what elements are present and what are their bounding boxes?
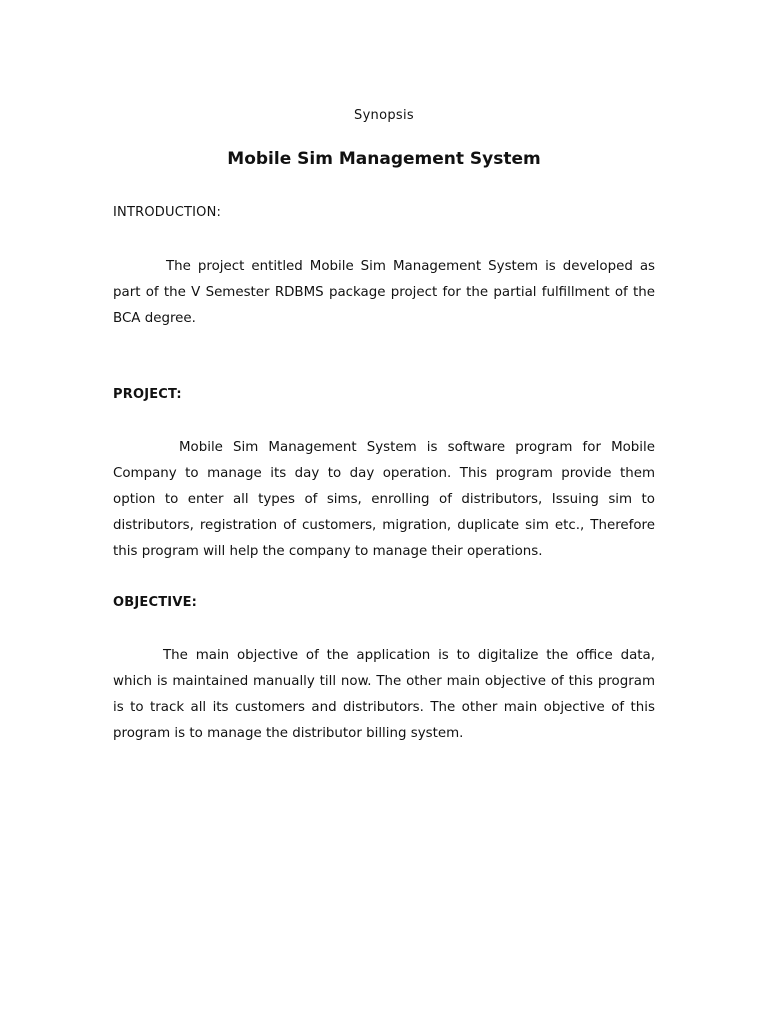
document-subtitle: Synopsis — [354, 108, 414, 123]
section-heading-project: PROJECT: — [113, 387, 182, 402]
document-title: Mobile Sim Management System — [227, 149, 541, 169]
section-text-introduction: The project entitled Mobile Sim Management System is developed as part of the V Semester RDBMS package project for the partial fulfillment of the BCA degree. — [113, 259, 655, 326]
section-text-project: Mobile Sim Management System is software program for Mobile Company to manage its day to day operation. This program provide them option to enter all types of sims, enrolling of distributors, Issuing sim to distributors, registration of customers, migration, duplicate sim etc., Therefore this program will help the company to manage their operations. — [113, 440, 655, 559]
section-text-objective: The main objective of the application is to digitalize the office data, which is maintained manually till now. The other main objective of this program is to track all its customers and distributors. The other main objective of this program is to manage the distributor billing system. — [113, 648, 655, 741]
section-heading-objective: OBJECTIVE: — [113, 595, 198, 610]
section-heading-introduction: INTRODUCTION: — [113, 205, 222, 220]
